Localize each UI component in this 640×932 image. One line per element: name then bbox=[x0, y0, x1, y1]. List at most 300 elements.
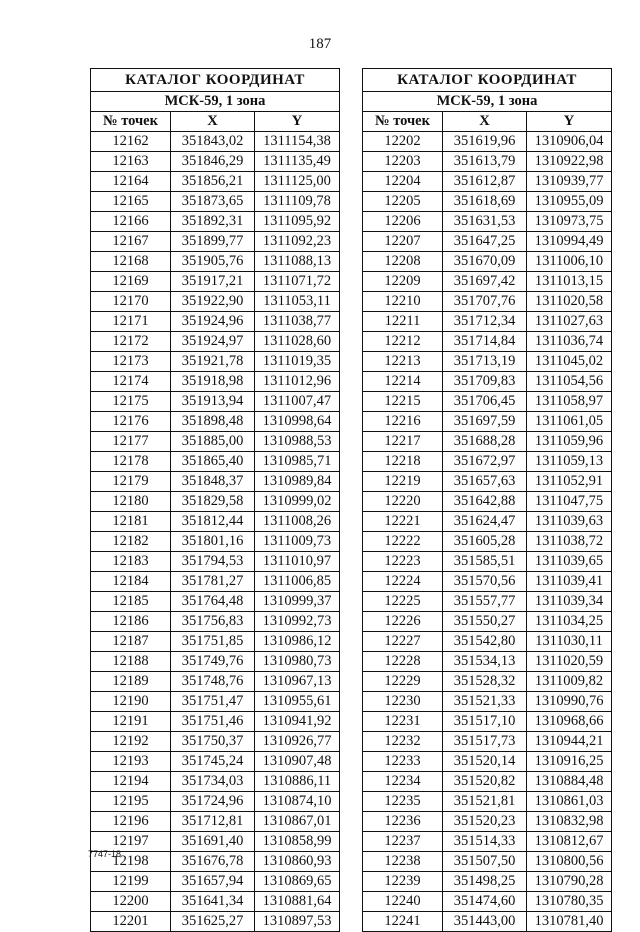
table-row bbox=[363, 512, 612, 532]
point-number-cell: 12201 bbox=[91, 912, 171, 932]
y-coordinate-cell: 1310916,25 bbox=[527, 752, 612, 772]
y-coordinate-cell: 1311010,97 bbox=[255, 552, 340, 572]
x-coordinate-cell: 351520,23 bbox=[443, 812, 527, 832]
y-coordinate-cell: 1311028,60 bbox=[255, 332, 340, 352]
point-number-cell: 12176 bbox=[91, 412, 171, 432]
table-row bbox=[91, 912, 340, 932]
table-row bbox=[91, 512, 340, 532]
x-coordinate-cell: 351764,48 bbox=[171, 592, 255, 612]
x-coordinate-cell: 351528,32 bbox=[443, 672, 527, 692]
x-coordinate-cell: 351709,83 bbox=[443, 372, 527, 392]
x-coordinate-cell: 351631,53 bbox=[443, 212, 527, 232]
point-number-cell: 12216 bbox=[363, 412, 443, 432]
table-row bbox=[91, 372, 340, 392]
point-number-cell: 12219 bbox=[363, 472, 443, 492]
x-coordinate-cell: 351624,47 bbox=[443, 512, 527, 532]
x-coordinate-cell: 351676,78 bbox=[171, 852, 255, 872]
table-row bbox=[363, 312, 612, 332]
x-coordinate-cell: 351865,40 bbox=[171, 452, 255, 472]
y-coordinate-cell: 1310926,77 bbox=[255, 732, 340, 752]
y-coordinate-cell: 1311030,11 bbox=[527, 632, 612, 652]
column-header-point-number: № точек bbox=[91, 112, 171, 132]
point-number-cell: 12217 bbox=[363, 432, 443, 452]
y-coordinate-cell: 1311058,97 bbox=[527, 392, 612, 412]
table-row bbox=[363, 772, 612, 792]
y-coordinate-cell: 1311009,73 bbox=[255, 532, 340, 552]
table-row bbox=[91, 192, 340, 212]
point-number-cell: 12234 bbox=[363, 772, 443, 792]
x-coordinate-cell: 351507,50 bbox=[443, 852, 527, 872]
coordinate-catalog-table-left bbox=[90, 68, 340, 932]
x-coordinate-cell: 351570,56 bbox=[443, 572, 527, 592]
y-coordinate-cell: 1310800,56 bbox=[527, 852, 612, 872]
point-number-cell: 12241 bbox=[363, 912, 443, 932]
point-number-cell: 12225 bbox=[363, 592, 443, 612]
table-row bbox=[363, 472, 612, 492]
x-coordinate-cell: 351585,51 bbox=[443, 552, 527, 572]
x-coordinate-cell: 351534,13 bbox=[443, 652, 527, 672]
y-coordinate-cell: 1310967,13 bbox=[255, 672, 340, 692]
x-coordinate-cell: 351756,83 bbox=[171, 612, 255, 632]
point-number-cell: 12210 bbox=[363, 292, 443, 312]
point-number-cell: 12197 bbox=[91, 832, 171, 852]
point-number-cell: 12238 bbox=[363, 852, 443, 872]
table-row bbox=[91, 352, 340, 372]
x-coordinate-cell: 351924,97 bbox=[171, 332, 255, 352]
x-coordinate-cell: 351605,28 bbox=[443, 532, 527, 552]
point-number-cell: 12233 bbox=[363, 752, 443, 772]
point-number-cell: 12199 bbox=[91, 872, 171, 892]
point-number-cell: 12194 bbox=[91, 772, 171, 792]
table-row bbox=[91, 392, 340, 412]
table-row bbox=[363, 632, 612, 652]
table-row bbox=[363, 892, 612, 912]
document-code: 7747-18 bbox=[88, 849, 122, 859]
point-number-cell: 12220 bbox=[363, 492, 443, 512]
table-row bbox=[363, 612, 612, 632]
x-coordinate-cell: 351734,03 bbox=[171, 772, 255, 792]
point-number-cell: 12171 bbox=[91, 312, 171, 332]
x-coordinate-cell: 351748,76 bbox=[171, 672, 255, 692]
x-coordinate-cell: 351846,29 bbox=[171, 152, 255, 172]
y-coordinate-cell: 1311019,35 bbox=[255, 352, 340, 372]
table-row bbox=[363, 552, 612, 572]
y-coordinate-cell: 1311047,75 bbox=[527, 492, 612, 512]
point-number-cell: 12182 bbox=[91, 532, 171, 552]
x-coordinate-cell: 351812,44 bbox=[171, 512, 255, 532]
point-number-cell: 12236 bbox=[363, 812, 443, 832]
point-number-cell: 12215 bbox=[363, 392, 443, 412]
table-row bbox=[91, 752, 340, 772]
y-coordinate-cell: 1310867,01 bbox=[255, 812, 340, 832]
point-number-cell: 12188 bbox=[91, 652, 171, 672]
y-coordinate-cell: 1311039,65 bbox=[527, 552, 612, 572]
point-number-cell: 12240 bbox=[363, 892, 443, 912]
point-number-cell: 12235 bbox=[363, 792, 443, 812]
table-row bbox=[91, 552, 340, 572]
x-coordinate-cell: 351657,63 bbox=[443, 472, 527, 492]
x-coordinate-cell: 351517,73 bbox=[443, 732, 527, 752]
y-coordinate-cell: 1311007,47 bbox=[255, 392, 340, 412]
point-number-cell: 12200 bbox=[91, 892, 171, 912]
y-coordinate-cell: 1311012,96 bbox=[255, 372, 340, 392]
y-coordinate-cell: 1310858,99 bbox=[255, 832, 340, 852]
x-coordinate-cell: 351706,45 bbox=[443, 392, 527, 412]
y-coordinate-cell: 1310973,75 bbox=[527, 212, 612, 232]
x-coordinate-cell: 351697,42 bbox=[443, 272, 527, 292]
x-coordinate-cell: 351642,88 bbox=[443, 492, 527, 512]
y-coordinate-cell: 1311008,26 bbox=[255, 512, 340, 532]
point-number-cell: 12166 bbox=[91, 212, 171, 232]
point-number-cell: 12226 bbox=[363, 612, 443, 632]
point-number-cell: 12175 bbox=[91, 392, 171, 412]
x-coordinate-cell: 351550,27 bbox=[443, 612, 527, 632]
table-row bbox=[91, 212, 340, 232]
point-number-cell: 12189 bbox=[91, 672, 171, 692]
x-coordinate-cell: 351918,98 bbox=[171, 372, 255, 392]
table-row bbox=[363, 492, 612, 512]
table-row bbox=[91, 272, 340, 292]
y-coordinate-cell: 1311039,41 bbox=[527, 572, 612, 592]
y-coordinate-cell: 1310886,11 bbox=[255, 772, 340, 792]
point-number-cell: 12209 bbox=[363, 272, 443, 292]
y-coordinate-cell: 1311092,23 bbox=[255, 232, 340, 252]
y-coordinate-cell: 1311045,02 bbox=[527, 352, 612, 372]
x-coordinate-cell: 351713,19 bbox=[443, 352, 527, 372]
y-coordinate-cell: 1310812,67 bbox=[527, 832, 612, 852]
y-coordinate-cell: 1310955,61 bbox=[255, 692, 340, 712]
x-coordinate-cell: 351848,37 bbox=[171, 472, 255, 492]
x-coordinate-cell: 351647,25 bbox=[443, 232, 527, 252]
point-number-cell: 12173 bbox=[91, 352, 171, 372]
table-row bbox=[363, 132, 612, 152]
y-coordinate-cell: 1311053,11 bbox=[255, 292, 340, 312]
table-row bbox=[91, 492, 340, 512]
x-coordinate-cell: 351724,96 bbox=[171, 792, 255, 812]
point-number-cell: 12224 bbox=[363, 572, 443, 592]
x-coordinate-cell: 351618,69 bbox=[443, 192, 527, 212]
y-coordinate-cell: 1311038,77 bbox=[255, 312, 340, 332]
table-row bbox=[363, 452, 612, 472]
table-row bbox=[363, 812, 612, 832]
y-coordinate-cell: 1310922,98 bbox=[527, 152, 612, 172]
column-header-x: X bbox=[171, 112, 255, 132]
coordinate-system-zone: МСК-59, 1 зона bbox=[91, 92, 340, 112]
x-coordinate-cell: 351913,94 bbox=[171, 392, 255, 412]
x-coordinate-cell: 351898,48 bbox=[171, 412, 255, 432]
point-number-cell: 12186 bbox=[91, 612, 171, 632]
point-number-cell: 12205 bbox=[363, 192, 443, 212]
table-row bbox=[363, 332, 612, 352]
table-row bbox=[91, 732, 340, 752]
y-coordinate-cell: 1311125,00 bbox=[255, 172, 340, 192]
point-number-cell: 12174 bbox=[91, 372, 171, 392]
y-coordinate-cell: 1311071,72 bbox=[255, 272, 340, 292]
y-coordinate-cell: 1311052,91 bbox=[527, 472, 612, 492]
x-coordinate-cell: 351921,78 bbox=[171, 352, 255, 372]
y-coordinate-cell: 1311109,78 bbox=[255, 192, 340, 212]
x-coordinate-cell: 351843,02 bbox=[171, 132, 255, 152]
table-row bbox=[91, 832, 340, 852]
table-row bbox=[91, 472, 340, 492]
table-row bbox=[363, 852, 612, 872]
table-row bbox=[91, 312, 340, 332]
y-coordinate-cell: 1310874,10 bbox=[255, 792, 340, 812]
table-row bbox=[91, 772, 340, 792]
point-number-cell: 12213 bbox=[363, 352, 443, 372]
table-row bbox=[363, 152, 612, 172]
x-coordinate-cell: 351542,80 bbox=[443, 632, 527, 652]
point-number-cell: 12228 bbox=[363, 652, 443, 672]
point-number-cell: 12179 bbox=[91, 472, 171, 492]
point-number-cell: 12164 bbox=[91, 172, 171, 192]
y-coordinate-cell: 1310985,71 bbox=[255, 452, 340, 472]
x-coordinate-cell: 351885,00 bbox=[171, 432, 255, 452]
column-header-y: Y bbox=[255, 112, 340, 132]
x-coordinate-cell: 351521,81 bbox=[443, 792, 527, 812]
x-coordinate-cell: 351751,46 bbox=[171, 712, 255, 732]
x-coordinate-cell: 351619,96 bbox=[443, 132, 527, 152]
point-number-cell: 12204 bbox=[363, 172, 443, 192]
x-coordinate-cell: 351557,77 bbox=[443, 592, 527, 612]
y-coordinate-cell: 1310897,53 bbox=[255, 912, 340, 932]
point-number-cell: 12190 bbox=[91, 692, 171, 712]
point-number-cell: 12221 bbox=[363, 512, 443, 532]
y-coordinate-cell: 1310941,92 bbox=[255, 712, 340, 732]
x-coordinate-cell: 351712,81 bbox=[171, 812, 255, 832]
y-coordinate-cell: 1310955,09 bbox=[527, 192, 612, 212]
y-coordinate-cell: 1310884,48 bbox=[527, 772, 612, 792]
point-number-cell: 12214 bbox=[363, 372, 443, 392]
table-row bbox=[91, 132, 340, 152]
table-row bbox=[363, 672, 612, 692]
x-coordinate-cell: 351917,21 bbox=[171, 272, 255, 292]
table-row bbox=[363, 212, 612, 232]
table-row bbox=[91, 432, 340, 452]
x-coordinate-cell: 351801,16 bbox=[171, 532, 255, 552]
x-coordinate-cell: 351829,58 bbox=[171, 492, 255, 512]
y-coordinate-cell: 1311095,92 bbox=[255, 212, 340, 232]
y-coordinate-cell: 1311020,58 bbox=[527, 292, 612, 312]
x-coordinate-cell: 351670,09 bbox=[443, 252, 527, 272]
y-coordinate-cell: 1310990,76 bbox=[527, 692, 612, 712]
x-coordinate-cell: 351899,77 bbox=[171, 232, 255, 252]
x-coordinate-cell: 351873,65 bbox=[171, 192, 255, 212]
table-row bbox=[363, 752, 612, 772]
point-number-cell: 12178 bbox=[91, 452, 171, 472]
x-coordinate-cell: 351520,14 bbox=[443, 752, 527, 772]
x-coordinate-cell: 351856,21 bbox=[171, 172, 255, 192]
x-coordinate-cell: 351613,79 bbox=[443, 152, 527, 172]
y-coordinate-cell: 1310869,65 bbox=[255, 872, 340, 892]
point-number-cell: 12181 bbox=[91, 512, 171, 532]
table-row bbox=[363, 252, 612, 272]
table-row bbox=[363, 272, 612, 292]
point-number-cell: 12165 bbox=[91, 192, 171, 212]
y-coordinate-cell: 1310998,64 bbox=[255, 412, 340, 432]
x-coordinate-cell: 351745,24 bbox=[171, 752, 255, 772]
table-row bbox=[363, 372, 612, 392]
x-coordinate-cell: 351517,10 bbox=[443, 712, 527, 732]
table-row bbox=[91, 612, 340, 632]
x-coordinate-cell: 351707,76 bbox=[443, 292, 527, 312]
point-number-cell: 12202 bbox=[363, 132, 443, 152]
y-coordinate-cell: 1310968,66 bbox=[527, 712, 612, 732]
table-row bbox=[91, 632, 340, 652]
y-coordinate-cell: 1310992,73 bbox=[255, 612, 340, 632]
x-coordinate-cell: 351520,82 bbox=[443, 772, 527, 792]
catalog-title: КАТАЛОГ КООРДИНАТ bbox=[363, 69, 612, 92]
y-coordinate-cell: 1310906,04 bbox=[527, 132, 612, 152]
x-coordinate-cell: 351750,37 bbox=[171, 732, 255, 752]
table-row bbox=[91, 852, 340, 872]
point-number-cell: 12207 bbox=[363, 232, 443, 252]
x-coordinate-cell: 351751,47 bbox=[171, 692, 255, 712]
table-row bbox=[363, 912, 612, 932]
x-coordinate-cell: 351641,34 bbox=[171, 892, 255, 912]
point-number-cell: 12223 bbox=[363, 552, 443, 572]
point-number-cell: 12227 bbox=[363, 632, 443, 652]
point-number-cell: 12180 bbox=[91, 492, 171, 512]
table-row bbox=[91, 712, 340, 732]
y-coordinate-cell: 1311088,13 bbox=[255, 252, 340, 272]
table-row bbox=[363, 872, 612, 892]
y-coordinate-cell: 1310881,64 bbox=[255, 892, 340, 912]
table-row bbox=[91, 232, 340, 252]
table-row bbox=[91, 252, 340, 272]
x-coordinate-cell: 351625,27 bbox=[171, 912, 255, 932]
table-row bbox=[91, 792, 340, 812]
point-number-cell: 12198 bbox=[91, 852, 171, 872]
point-number-cell: 12239 bbox=[363, 872, 443, 892]
x-coordinate-cell: 351514,33 bbox=[443, 832, 527, 852]
column-header-y: Y bbox=[527, 112, 612, 132]
y-coordinate-cell: 1311038,72 bbox=[527, 532, 612, 552]
point-number-cell: 12208 bbox=[363, 252, 443, 272]
y-coordinate-cell: 1310988,53 bbox=[255, 432, 340, 452]
y-coordinate-cell: 1311027,63 bbox=[527, 312, 612, 332]
y-coordinate-cell: 1311059,96 bbox=[527, 432, 612, 452]
y-coordinate-cell: 1311039,34 bbox=[527, 592, 612, 612]
table-row bbox=[363, 432, 612, 452]
table-row bbox=[363, 392, 612, 412]
point-number-cell: 12163 bbox=[91, 152, 171, 172]
y-coordinate-cell: 1310989,84 bbox=[255, 472, 340, 492]
coordinate-system-zone: МСК-59, 1 зона bbox=[363, 92, 612, 112]
point-number-cell: 12187 bbox=[91, 632, 171, 652]
column-header-x: X bbox=[443, 112, 527, 132]
table-row bbox=[363, 792, 612, 812]
x-coordinate-cell: 351924,96 bbox=[171, 312, 255, 332]
y-coordinate-cell: 1310832,98 bbox=[527, 812, 612, 832]
table-row bbox=[91, 592, 340, 612]
x-coordinate-cell: 351697,59 bbox=[443, 412, 527, 432]
x-coordinate-cell: 351612,87 bbox=[443, 172, 527, 192]
coordinate-catalog-table-right bbox=[362, 68, 612, 932]
point-number-cell: 12177 bbox=[91, 432, 171, 452]
table-body bbox=[91, 132, 340, 932]
y-coordinate-cell: 1311006,85 bbox=[255, 572, 340, 592]
table-row bbox=[363, 652, 612, 672]
table-row bbox=[363, 592, 612, 612]
point-number-cell: 12167 bbox=[91, 232, 171, 252]
table-row bbox=[91, 692, 340, 712]
table-row bbox=[91, 172, 340, 192]
x-coordinate-cell: 351892,31 bbox=[171, 212, 255, 232]
x-coordinate-cell: 351672,97 bbox=[443, 452, 527, 472]
point-number-cell: 12222 bbox=[363, 532, 443, 552]
page-number: 187 bbox=[308, 36, 332, 52]
y-coordinate-cell: 1311061,05 bbox=[527, 412, 612, 432]
point-number-cell: 12162 bbox=[91, 132, 171, 152]
y-coordinate-cell: 1311020,59 bbox=[527, 652, 612, 672]
point-number-cell: 12211 bbox=[363, 312, 443, 332]
x-coordinate-cell: 351688,28 bbox=[443, 432, 527, 452]
table-row bbox=[363, 232, 612, 252]
point-number-cell: 12212 bbox=[363, 332, 443, 352]
y-coordinate-cell: 1310781,40 bbox=[527, 912, 612, 932]
table-row bbox=[363, 572, 612, 592]
y-coordinate-cell: 1310944,21 bbox=[527, 732, 612, 752]
x-coordinate-cell: 351714,84 bbox=[443, 332, 527, 352]
table-row bbox=[363, 532, 612, 552]
table-row bbox=[91, 812, 340, 832]
table-row bbox=[91, 652, 340, 672]
table-row bbox=[91, 452, 340, 472]
point-number-cell: 12230 bbox=[363, 692, 443, 712]
table-row bbox=[363, 172, 612, 192]
table-row bbox=[91, 532, 340, 552]
y-coordinate-cell: 1310861,03 bbox=[527, 792, 612, 812]
table-row bbox=[91, 292, 340, 312]
point-number-cell: 12183 bbox=[91, 552, 171, 572]
y-coordinate-cell: 1311009,82 bbox=[527, 672, 612, 692]
y-coordinate-cell: 1310980,73 bbox=[255, 652, 340, 672]
table-row bbox=[91, 412, 340, 432]
catalog-title: КАТАЛОГ КООРДИНАТ bbox=[91, 69, 340, 92]
point-number-cell: 12172 bbox=[91, 332, 171, 352]
point-number-cell: 12218 bbox=[363, 452, 443, 472]
point-number-cell: 12168 bbox=[91, 252, 171, 272]
x-coordinate-cell: 351521,33 bbox=[443, 692, 527, 712]
table-row bbox=[363, 412, 612, 432]
point-number-cell: 12169 bbox=[91, 272, 171, 292]
y-coordinate-cell: 1310790,28 bbox=[527, 872, 612, 892]
x-coordinate-cell: 351749,76 bbox=[171, 652, 255, 672]
y-coordinate-cell: 1311006,10 bbox=[527, 252, 612, 272]
y-coordinate-cell: 1311154,38 bbox=[255, 132, 340, 152]
table-row bbox=[363, 732, 612, 752]
table-body bbox=[363, 132, 612, 932]
table-row bbox=[363, 832, 612, 852]
y-coordinate-cell: 1310994,49 bbox=[527, 232, 612, 252]
y-coordinate-cell: 1311036,74 bbox=[527, 332, 612, 352]
y-coordinate-cell: 1311013,15 bbox=[527, 272, 612, 292]
y-coordinate-cell: 1310860,93 bbox=[255, 852, 340, 872]
x-coordinate-cell: 351474,60 bbox=[443, 892, 527, 912]
table-row bbox=[91, 152, 340, 172]
x-coordinate-cell: 351781,27 bbox=[171, 572, 255, 592]
point-number-cell: 12184 bbox=[91, 572, 171, 592]
table-row bbox=[363, 292, 612, 312]
point-number-cell: 12206 bbox=[363, 212, 443, 232]
x-coordinate-cell: 351794,53 bbox=[171, 552, 255, 572]
point-number-cell: 12185 bbox=[91, 592, 171, 612]
table-row bbox=[91, 892, 340, 912]
y-coordinate-cell: 1311059,13 bbox=[527, 452, 612, 472]
y-coordinate-cell: 1310907,48 bbox=[255, 752, 340, 772]
table-row bbox=[363, 692, 612, 712]
